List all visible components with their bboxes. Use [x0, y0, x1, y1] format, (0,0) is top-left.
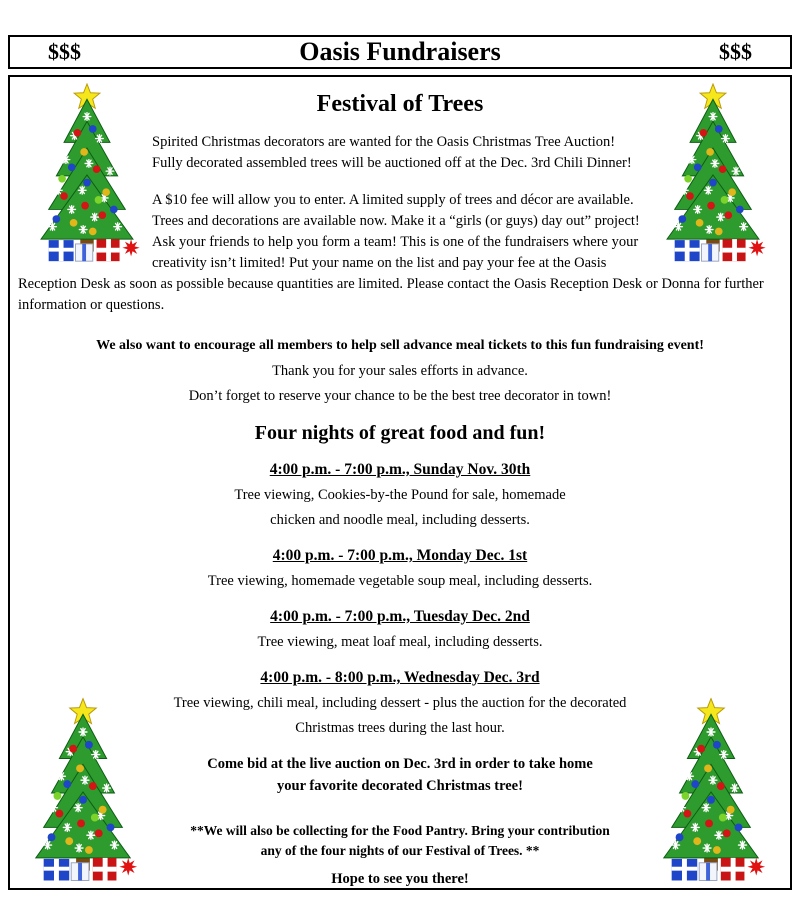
flyer-body: [8, 75, 792, 890]
reserve-line: Don’t forget to reserve your chance to be the best tree decorator in town!: [188, 388, 612, 404]
schedule-entry-monday: [18, 545, 782, 592]
schedule-desc-line: Tree viewing, homemade vegetable soup meal, including desserts.: [207, 573, 593, 589]
schedule-title: Four nights of great food and fun!: [254, 422, 546, 444]
schedule-time: 4:00 p.m. - 8:00 p.m., Wednesday Dec. 3rd: [260, 669, 540, 686]
closing-line: Hope to see you there!: [331, 871, 469, 887]
intro-paragraph-2: A $10 fee will allow you to enter. A limited supply of trees and décor are available. Trees and decorations are available now. Make it a “girls (or guys) day out” project! Ask your friends to help you form a team! This is one of the fundraisers where your creativity isn’t limited! Put your name on the list and pay your fee at the Oasis Reception Desk as soon as possible because quantities are limited. Please contact the Oasis Reception Desk or Donna for further information or questions.: [18, 192, 764, 313]
schedule-desc-line: Tree viewing, chili meal, including dessert - plus the auction for the decorated: [173, 695, 627, 711]
schedule-entry-tuesday: [18, 606, 782, 653]
encourage-sales-line: We also want to encourage all members to help sell advance meal tickets to this fun fundraising event!: [96, 338, 704, 353]
dollar-signs-right: $$$: [719, 39, 752, 64]
header: [8, 35, 792, 69]
food-pantry-line: any of the four nights of our Festival of Trees. **: [260, 843, 540, 858]
intro-paragraph-1: Spirited Christmas decorators are wanted for the Oasis Christmas Tree Auction! Fully decorated assembled trees will be auctioned off at the Dec. 3rd Chili Dinner!: [152, 134, 632, 171]
schedule-desc-line: Tree viewing, Cookies-by-the Pound for sale, homemade: [234, 487, 566, 503]
christmas-tree-icon: [652, 696, 770, 886]
thanks-line: Thank you for your sales efforts in advance.: [272, 363, 528, 379]
schedule-desc-line: Tree viewing, meat loaf meal, including desserts.: [257, 634, 543, 650]
dollar-signs-left: $$$: [48, 39, 81, 64]
christmas-tree-icon: [654, 83, 772, 265]
schedule-desc-line: chicken and noodle meal, including desserts.: [270, 512, 530, 528]
schedule-entry-sunday: [18, 459, 782, 531]
come-bid-line: Come bid at the live auction on Dec. 3rd in order to take home: [207, 756, 593, 772]
festival-title: Festival of Trees: [316, 91, 484, 117]
come-bid-line: your favorite decorated Christmas tree!: [277, 778, 523, 794]
schedule-time: 4:00 p.m. - 7:00 p.m., Tuesday Dec. 2nd: [270, 608, 530, 625]
christmas-tree-icon: [24, 696, 142, 886]
food-pantry-line: **We will also be collecting for the Food Pantry. Bring your contribution: [190, 823, 610, 838]
schedule-time: 4:00 p.m. - 7:00 p.m., Sunday Nov. 30th: [269, 461, 531, 478]
christmas-tree-icon: [28, 83, 146, 265]
schedule-desc-line: Christmas trees during the last hour.: [295, 720, 505, 736]
page-title: Oasis Fundraisers: [299, 37, 501, 66]
schedule-time: 4:00 p.m. - 7:00 p.m., Monday Dec. 1st: [272, 547, 528, 564]
